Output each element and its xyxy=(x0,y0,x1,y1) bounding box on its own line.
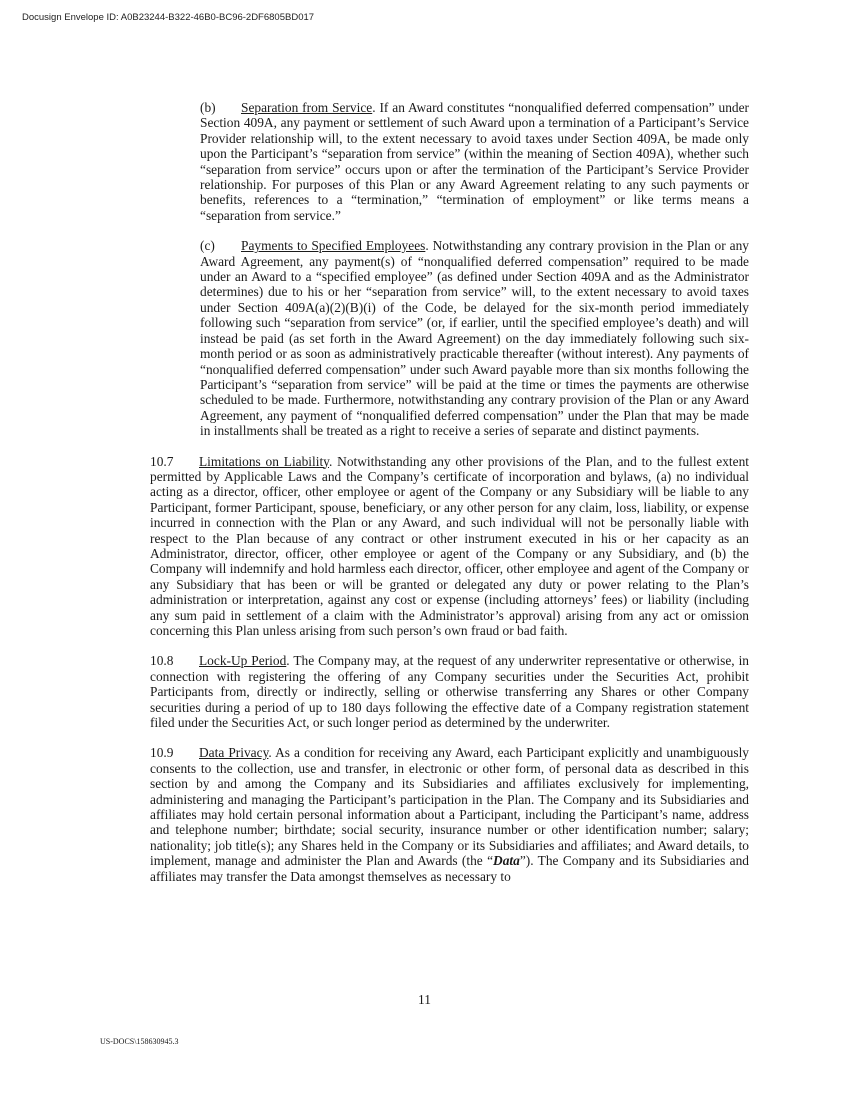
section-c-text: . Notwithstanding any contrary provision in the Plan or any Award Agreement, any payment(s) of “nonqualified deferred compensation” required to be made under an Award to a “specified employee” (as defined under Section 409A and as the Administrator determines) due to his or her “separation from service” will, to the extent necessary to avoid taxes under Section 409A(a)(2)(B)(i) of the Code, be delayed for the six-month period immediately following such “separation from service” (or, if earlier, until the specified employee’s death) and will instead be paid (as set forth in the Award Agreement) on the day immediately following such six-month period or as soon as administratively practicable thereafter (without interest). Any payments of “nonqualified deferred compensation” under such Award payable more than six months following the Participant’s “separation from service” will be paid at the time or times the payments are otherwise scheduled to be made. Furthermore, notwithstanding any contrary provision of the Plan or any Award Agreement, any payment of “nonqualified deferred compensation” under the Plan that may be made in installments shall be treated as a right to receive a series of separate and distinct payments. xyxy=(200,238,749,439)
section-b-text: . If an Award constitutes “nonqualified deferred compensation” under Section 409A, any payment or settlement of such Award upon a termination of a Participant’s Service Provider relationship will, to the extent necessary to avoid taxes under Section 409A, be made only upon the Participant’s “separation from service” (within the meaning of Section 409A), whether such “separation from service” occurs upon or after the termination of the Participant’s Service Provider relationship. For purposes of this Plan or any Award Agreement relating to any such payments or benefits, references to a “termination,” “termination of employment” or like terms means a “separation from service.” xyxy=(200,100,749,223)
section-10-9 xyxy=(100,745,749,884)
section-b xyxy=(100,100,749,223)
section-10-9-text-before: . As a condition for receiving any Award, each Participant explicitly and unambiguously consents to the collection, use and transfer, in electronic or other form, of personal data as described in this section by and among the Company and its Subsidiaries and affiliates exclusively for implementing, administering and managing the Participant’s participation in the Plan. The Company and its Subsidiaries and affiliates may hold certain personal information about a Participant, including the Participant’s name, address and telephone number; birthdate; social security, insurance number or other identification number; salary; nationality; job title(s); any Shares held in the Company or its Subsidiaries and affiliates; and Award details, to implement, manage and administer the Plan and Awards (the “ xyxy=(150,745,749,869)
section-b-label: (b) xyxy=(200,100,216,115)
section-10-9-number: 10.9 xyxy=(150,745,174,761)
defined-term-data: Data xyxy=(493,853,520,869)
document-body xyxy=(100,100,749,899)
section-c-heading: Payments to Specified Employees xyxy=(241,238,426,254)
section-10-7-text: . Notwithstanding any other provisions of the Plan, and to the fullest extent permitted by Applicable Laws and the Company’s certificate of incorporation and bylaws, (a) no individual acting as a director, officer, other employee or agent of the Company or any Subsidiary will be liable to any Participant, former Participant, spouse, beneficiary, or any other person for any claim, loss, liability, or expense incurred in connection with the Plan or any Award, and such individual will not be personally liable with respect to the Plan because of any contract or other instrument executed in his or her capacity as an Administrator, director, officer, other employee or agent of the Company or any Subsidiary, and (b) the Company will indemnify and hold harmless each director, officer, other employee and agent of the Company or any Subsidiary that has been or will be granted or delegated any duty or power relating to the Plan’s administration or interpretation, against any cost or expense (including attorneys’ fees) or liability (including any sum paid in settlement of a claim with the Administrator’s approval) arising from any act or omission concerning this Plan unless arising from such person’s own fraud or bad faith. xyxy=(150,453,749,638)
envelope-id: Docusign Envelope ID: A0B23244-B322-46B0-BC96-2DF6805BD017 xyxy=(22,12,315,23)
section-b-heading: Separation from Service xyxy=(241,100,373,115)
section-c-label: (c) xyxy=(200,238,215,254)
section-c xyxy=(100,238,749,438)
page-number: 11 xyxy=(418,992,431,1007)
section-10-7-heading: Limitations on Liability xyxy=(199,453,330,469)
section-10-9-heading: Data Privacy xyxy=(199,745,269,761)
document-id: US-DOCS\158630945.3 xyxy=(100,1037,179,1046)
section-10-8 xyxy=(100,653,749,730)
section-10-7 xyxy=(100,454,749,639)
section-10-8-heading: Lock-Up Period xyxy=(199,653,287,669)
section-10-8-number: 10.8 xyxy=(150,653,174,669)
section-10-9-text-after: ”). The Company and its Subsidiaries and affiliates may transfer the Data amongst themselves as necessary to xyxy=(150,853,749,884)
section-10-7-number: 10.7 xyxy=(150,453,174,469)
section-10-8-text: . The Company may, at the request of any underwriter representative or otherwise, in connection with registering the offering of any Company securities under the Securities Act, prohibit Participants from, directly or indirectly, selling or otherwise transferring any Shares or other Company securities during a period of up to 180 days following the effective date of a Company registration statement filed under the Securities Act, or such longer period as determined by the underwriter. xyxy=(150,653,749,731)
